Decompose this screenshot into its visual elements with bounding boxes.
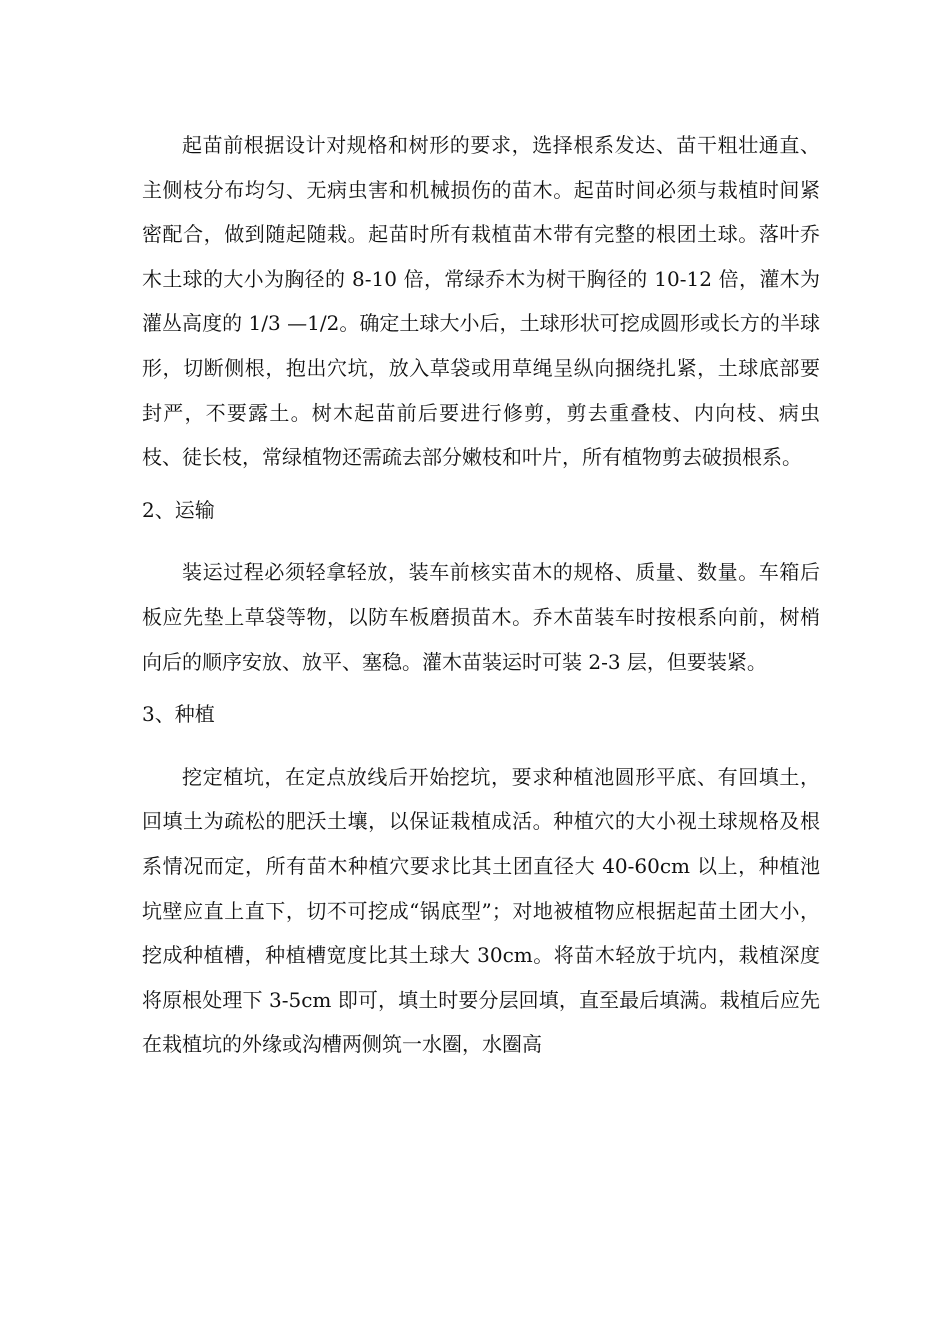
paragraph-transport: 装运过程必须轻拿轻放，装车前核实苗木的规格、质量、数量。车箱后板应先垫上草袋等物，以防车板磨损苗木。乔木苗装车时按根系向前，树梢向后的顺序安放、放平、塞稳。灌木苗装运时可装 2-3 层，但要装紧。 bbox=[142, 560, 820, 674]
paragraph-seedling-lifting: 起苗前根据设计对规格和树形的要求，选择根系发达、苗干粗壮通直、主侧枝分布均匀、无病虫害和机械损伤的苗木。起苗时间必须与栽植时间紧密配合，做到随起随栽。起苗时所有栽植苗木带有完整的根团土球。落叶乔木土球的大小为胸径的 8-10 倍，常绿乔木为树干胸径的 10-12 倍，灌木为灌丛高度的 1/3 —1/2。确定土球大小后，土球形状可挖成圆形或长方的半球形，切断侧根，抱出穴坑，放入草袋或用草绳呈纵向捆绕扎紧，土球底部要封严，不要露土。树木起苗前后要进行修剪，剪去重叠枝、内向枝、病虫枝、徒长枝，常绿植物还需疏去部分嫩枝和叶片，所有植物剪去破损根系。 bbox=[142, 133, 820, 470]
section-heading-transport: 2、运输 bbox=[142, 497, 215, 522]
document-body bbox=[142, 123, 820, 1067]
section-heading-planting: 3、种植 bbox=[142, 702, 215, 727]
paragraph-planting: 挖定植坑，在定点放线后开始挖坑，要求种植池圆形平底、有回填土，回填土为疏松的肥沃土壤，以保证栽植成活。种植穴的大小视土球规格及根系情况而定，所有苗木种植穴要求比其土团直径大 40-60cm 以上，种植池坑壁应直上直下，切不可挖成“锅底型”；对地被植物应根据起苗土团大小，挖成种植槽，种植槽宽度比其土球大 30cm。将苗木轻放于坑内，栽植深度将原根处理下 3-5cm 即可，填土时要分层回填，直至最后填满。栽植后应先在栽植坑的外缘或沟槽两侧筑一水圈，水圈高 bbox=[142, 764, 820, 1057]
